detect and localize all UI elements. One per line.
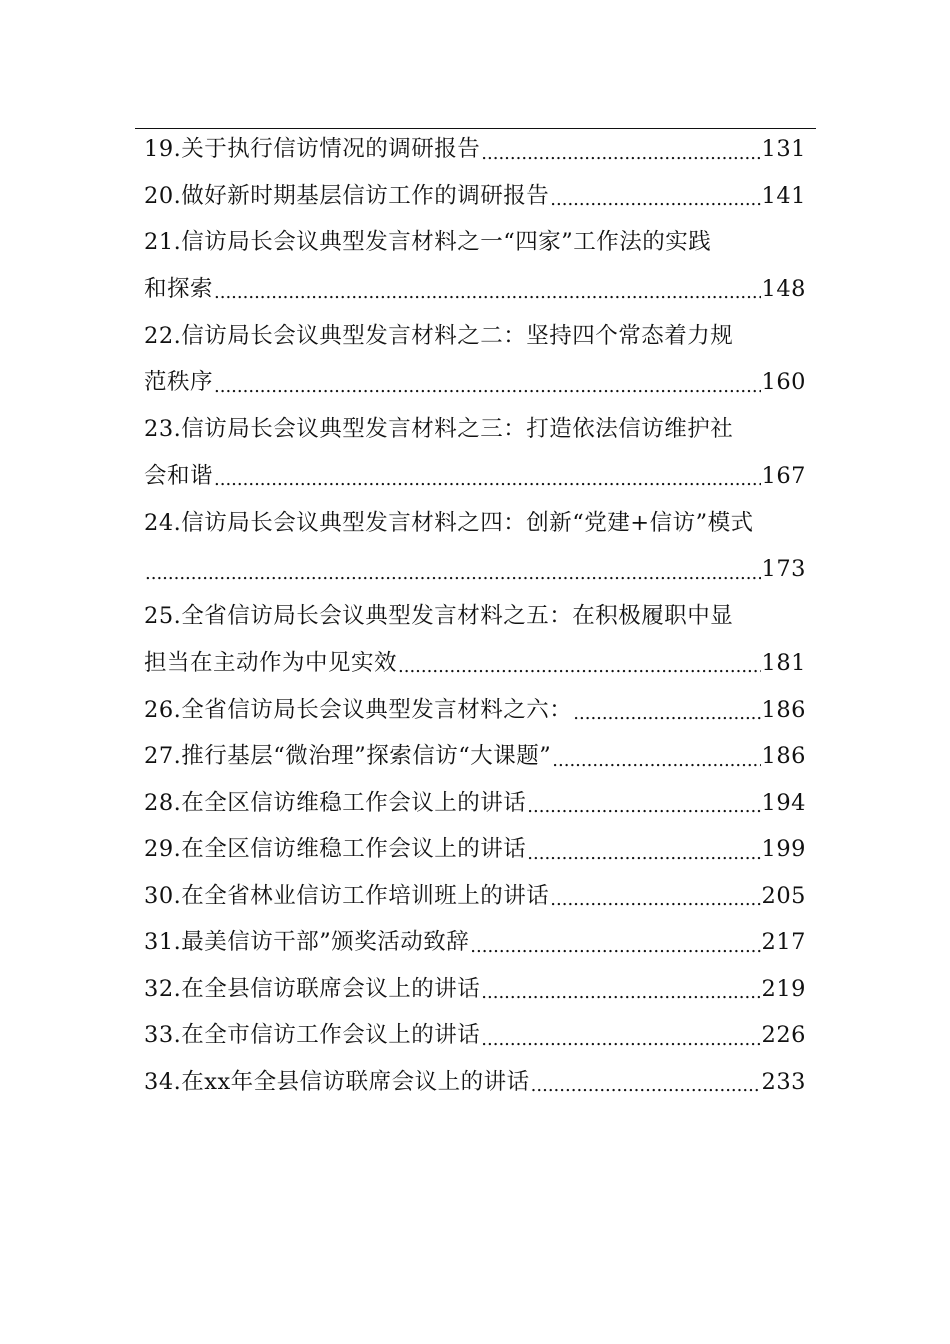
toc-page-number: 205 — [761, 882, 806, 909]
toc-title: 30.在全省林业信访工作培训班上的讲话 — [144, 882, 550, 909]
toc-title: 19.关于执行信访情况的调研报告 — [144, 136, 481, 162]
toc-title: 28.在全区信访维稳工作会议上的讲话 — [144, 789, 527, 816]
toc-line — [144, 733, 806, 780]
toc-page-number: 194 — [761, 789, 806, 816]
toc-page-number: 217 — [761, 929, 806, 955]
toc-line — [144, 593, 806, 640]
toc-line — [144, 126, 806, 173]
dot-leader — [398, 648, 761, 686]
dot-leader — [470, 928, 760, 966]
toc-line — [144, 546, 806, 593]
toc-title: 25.全省信访局长会议典型发言材料之五：在积极履职中显 — [144, 603, 734, 629]
toc-page-number: 226 — [761, 1022, 806, 1048]
toc-page-number: 173 — [761, 556, 806, 582]
toc-entry-22[interactable] — [144, 313, 806, 407]
toc-title: 22.信访局长会议典型发言材料之二：坚持四个常态着力规 — [144, 322, 734, 349]
dot-leader — [550, 881, 760, 919]
toc-line — [144, 453, 806, 500]
toc-page-number: 186 — [761, 743, 806, 769]
toc-line — [144, 873, 806, 920]
dot-leader — [481, 974, 760, 1012]
toc-line — [144, 1012, 806, 1059]
toc-title: 26.全省信访局长会议典型发言材料之六： — [144, 696, 573, 723]
toc-title-continued: 会和谐 — [144, 462, 214, 489]
toc-line — [144, 826, 806, 873]
toc-page-number: 219 — [761, 975, 806, 1002]
dot-leader — [481, 1021, 760, 1059]
toc-line — [144, 640, 806, 687]
toc-entry-23[interactable] — [144, 406, 806, 500]
dot-leader — [214, 461, 761, 499]
dot-leader — [573, 695, 760, 733]
toc-line — [144, 219, 806, 266]
toc-entry-28[interactable] — [144, 780, 806, 827]
toc-entry-27[interactable] — [144, 733, 806, 780]
toc-page-number: 199 — [761, 836, 806, 862]
dot-leader — [531, 1067, 761, 1105]
dot-leader — [214, 274, 761, 312]
toc-title: 24.信访局长会议典型发言材料之四：创新“党建+信访”模式 — [144, 509, 754, 536]
toc-entry-24[interactable] — [144, 500, 806, 594]
toc-title: 21.信访局长会议典型发言材料之一“四家”工作法的实践 — [144, 229, 712, 255]
dot-leader — [550, 181, 760, 219]
dot-leader — [214, 368, 761, 406]
toc-page-number: 181 — [761, 649, 806, 676]
toc-entry-29[interactable] — [144, 826, 806, 873]
table-of-contents — [144, 126, 806, 1105]
toc-title: 23.信访局长会议典型发言材料之三：打造依法信访维护社 — [144, 416, 734, 442]
toc-title: 29.在全区信访维稳工作会议上的讲话 — [144, 836, 527, 862]
toc-page-number: 141 — [761, 182, 806, 209]
toc-entry-21[interactable] — [144, 219, 806, 313]
toc-entry-19[interactable] — [144, 126, 806, 173]
toc-entry-31[interactable] — [144, 919, 806, 966]
toc-title-continued: 范秩序 — [144, 369, 214, 395]
toc-title-continued: 和探索 — [144, 275, 214, 302]
dot-leader — [552, 742, 760, 780]
toc-line — [144, 919, 806, 966]
toc-page-number: 167 — [761, 462, 806, 489]
toc-line — [144, 313, 806, 360]
toc-entry-26[interactable] — [144, 687, 806, 734]
toc-title: 20.做好新时期基层信访工作的调研报告 — [144, 182, 550, 209]
toc-line — [144, 173, 806, 220]
toc-entry-30[interactable] — [144, 873, 806, 920]
toc-page-number: 160 — [761, 369, 806, 395]
toc-line — [144, 406, 806, 453]
toc-page-number: 148 — [761, 275, 806, 302]
toc-line — [144, 500, 806, 547]
toc-title-continued: 担当在主动作为中见实效 — [144, 649, 398, 676]
toc-entry-32[interactable] — [144, 966, 806, 1013]
toc-page-number: 233 — [761, 1068, 806, 1095]
toc-line — [144, 687, 806, 734]
toc-page-number: 186 — [761, 696, 806, 723]
toc-entry-25[interactable] — [144, 593, 806, 687]
toc-entry-34[interactable] — [144, 1059, 806, 1106]
dot-leader — [527, 835, 760, 873]
toc-entry-33[interactable] — [144, 1012, 806, 1059]
toc-title: 34.在xx年全县信访联席会议上的讲话 — [144, 1068, 530, 1095]
toc-title: 33.在全市信访工作会议上的讲话 — [144, 1022, 481, 1048]
toc-line — [144, 266, 806, 313]
toc-title: 27.推行基层“微治理”探索信访“大课题” — [144, 743, 552, 769]
dot-leader — [527, 788, 760, 826]
dot-leader — [481, 135, 760, 173]
toc-line — [144, 780, 806, 827]
toc-entry-20[interactable] — [144, 173, 806, 220]
toc-title: 31.最美信访干部”颁奖活动致辞 — [144, 929, 470, 955]
toc-line — [144, 966, 806, 1013]
toc-line — [144, 1059, 806, 1106]
dot-leader — [145, 555, 761, 593]
toc-line — [144, 359, 806, 406]
toc-title: 32.在全县信访联席会议上的讲话 — [144, 975, 481, 1002]
toc-page-number: 131 — [761, 136, 806, 162]
